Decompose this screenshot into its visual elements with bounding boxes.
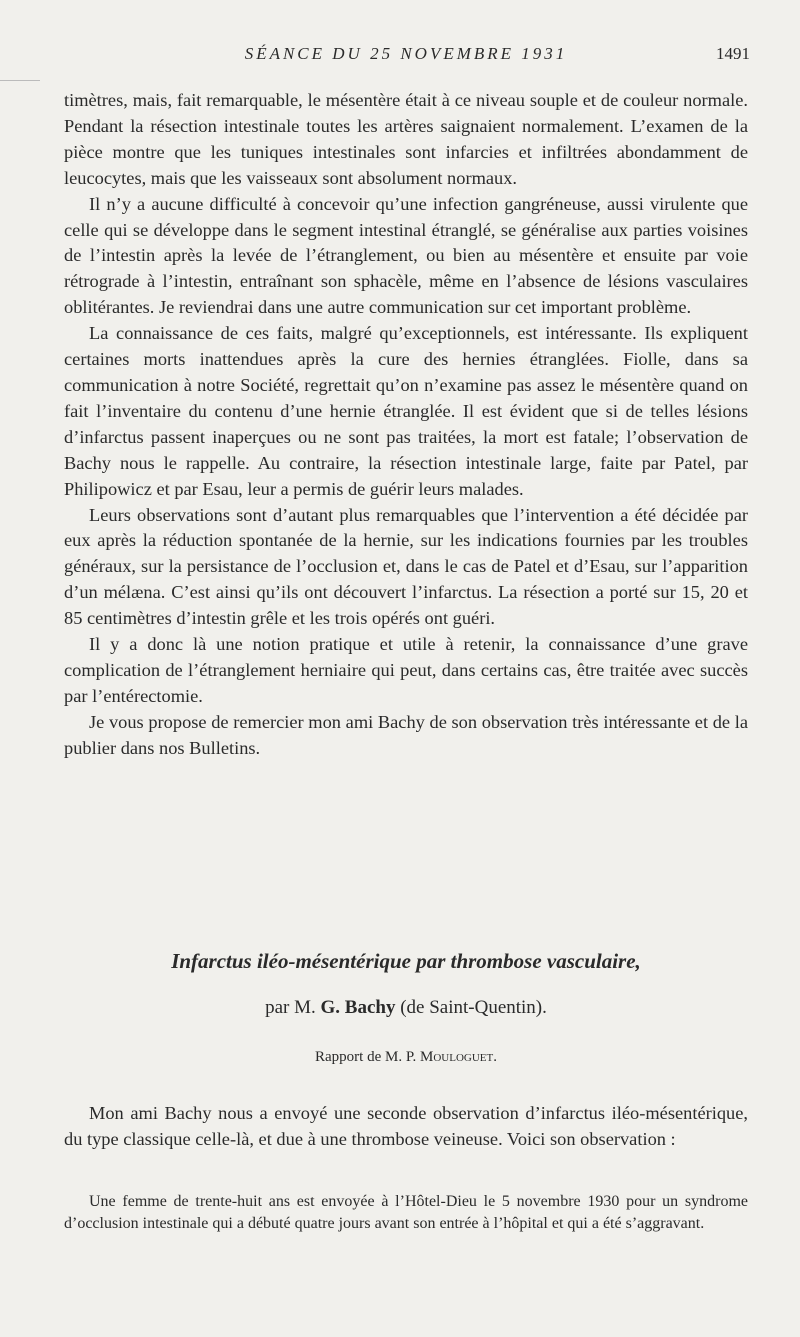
paragraph: Mon ami Bachy nous a envoyé une seconde observation d’infarctus iléo-mésentérique, du type classique celle-là, et due à une thrombose veineuse. Voici son observation : <box>64 1103 748 1149</box>
paragraph: Il y a donc là une notion pratique et utile à retenir, la connaissance d’une grave complication de l’étranglement herniaire qui peut, dans certains cas, être traitée avec succès par l’entérectomie. <box>64 634 748 706</box>
paragraph: Une femme de trente-huit ans est envoyée à l’Hôtel-Dieu le 5 novembre 1930 pour un syndrome d’occlusion intestinale qui a débuté quatre jours avant son entrée à l’hôpital et qui a été s’aggravant. <box>64 1193 748 1232</box>
observation-text <box>64 1191 748 1235</box>
byline-prefix: par M. <box>265 997 321 1018</box>
paragraph: Il n’y a aucune difficulté à concevoir qu’une infection gangréneuse, aussi virulente que celle qui se développe dans le segment intestinal étranglé, se généralise aux parties voisines de l’intestin après la levée de l’étranglement, ou bien au mésentère et ensuite par voie rétrograde à l’intestin, entraînant son sphacèle, même en l’absence de lésions vasculaires oblitérantes. Je reviendrai dans une autre communication sur cet important problème. <box>64 193 748 318</box>
article-title: Infarctus iléo-mésentérique par thrombose vasculaire, <box>171 949 641 973</box>
byline <box>64 997 748 1019</box>
byline-suffix: (de Saint-Quentin). <box>395 997 547 1018</box>
reporter-name: Mouloguet. <box>420 1049 497 1065</box>
reporter-prefix: Rapport de M. P. <box>315 1049 421 1065</box>
paragraph: Je vous propose de remercier mon ami Bachy de son observation très intéressante et de la publier dans nos Bulletins. <box>64 711 748 758</box>
reporter-line <box>64 1049 748 1066</box>
page-number: 1491 <box>716 44 750 63</box>
article-intro <box>64 1100 748 1152</box>
margin-rule <box>0 80 40 81</box>
author-name: G. Bachy <box>320 997 396 1018</box>
paragraph: Leurs observations sont d’autant plus remarquables que l’intervention a été décidée par eux après la réduction spontanée de la hernie, sur les indications fournies par les troubles généraux, sur la persistance de l’occlusion et, dans le cas de Patel et d’Esau, sur l’apparition d’un mélæna. C’est ainsi qu’ils ont découvert l’infarctus. La résection a porté sur 15, 20 et 85 centimètres d’intestin grêle et les trois opérés ont guéri. <box>64 504 748 629</box>
paragraph: timètres, mais, fait remarquable, le mésentère était à ce niveau souple et de couleur normale. Pendant la résection intestinale toutes les artères saignaient normalement. L’examen de la pièce montre que les tuniques intestinales sont infarcies et infiltrées abondamment de leucocytes, mais que les vaisseaux sont absolument normaux. <box>64 90 748 188</box>
running-header <box>62 44 750 68</box>
paragraph: La connaissance de ces faits, malgré qu’exceptionnels, est intéressante. Ils expliquent certaines morts inattendues après la cure des hernies étranglées. Fiolle, dans sa communication à notre Société, regrettait qu’on n’examine pas assez le mésentère quand on fait l’inventaire du contenu d’une hernie étranglée. Il est évident que si de telles lésions d’infarctus passent inaperçues ou ne sont pas traitées, la mort est fatale; l’observation de Bachy nous le rappelle. Au contraire, la résection intestinale large, faite par Patel, par Philipowicz et par Esau, leur a permis de guérir leurs malades. <box>64 323 748 499</box>
report-body <box>64 88 748 762</box>
running-title: SÉANCE DU 25 NOVEMBRE 1931 <box>244 44 568 63</box>
